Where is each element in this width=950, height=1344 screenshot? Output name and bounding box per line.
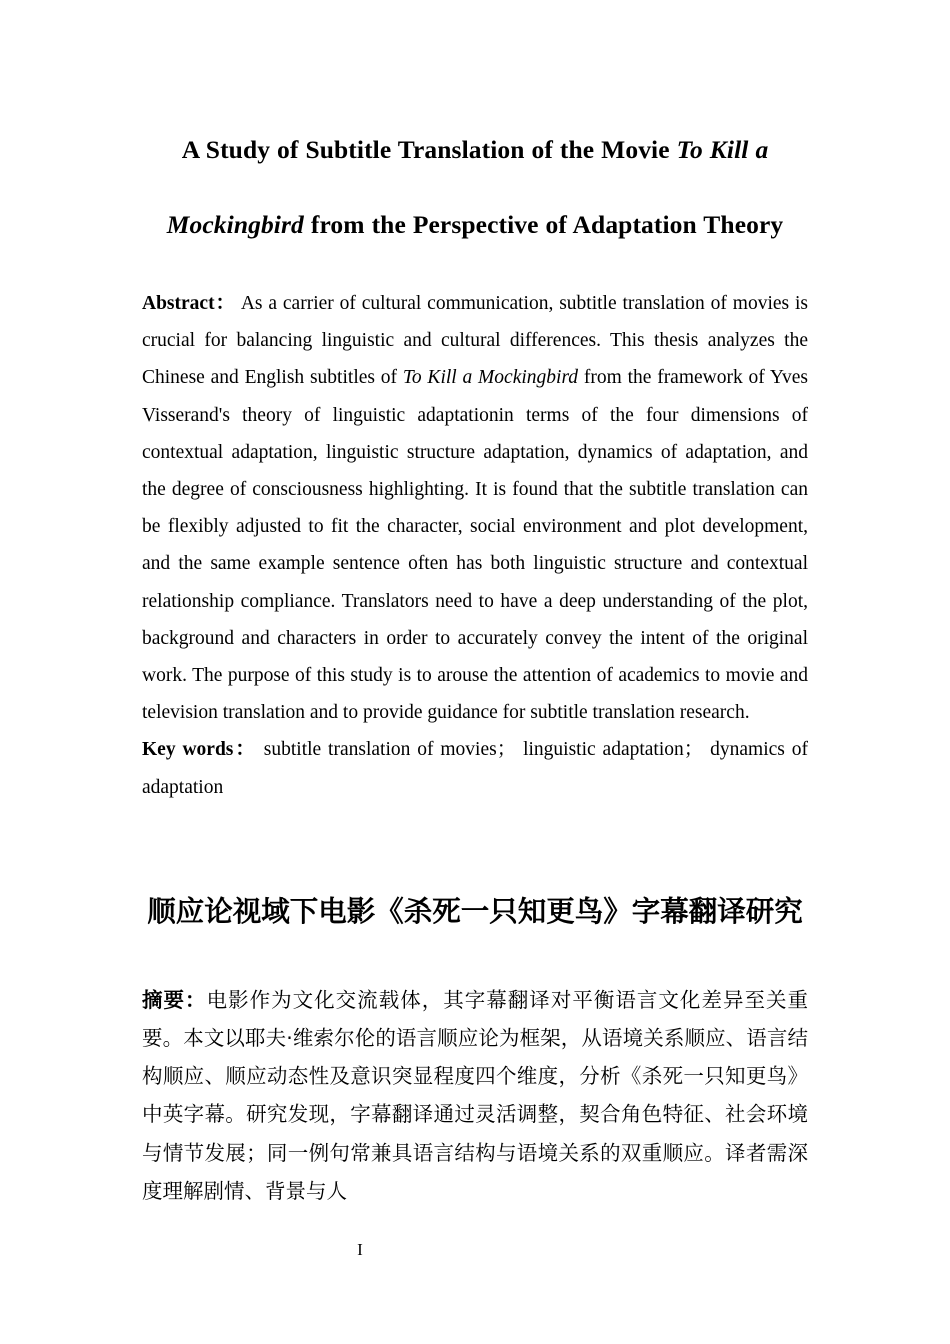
chinese-abstract-text: 电影作为文化交流载体，其字幕翻译对平衡语言文化差异至关重要。本文以耶夫·维索尔伦的语言顺应论为框架，从语境关系顺应、语言结构顺应、顺应动态性及意识突显程度四个维度，分析《杀死一只知更鸟》中英字幕。研究发现，字幕翻译通过灵活调整，契合角色特征、社会环境与情节发展；同一例句常兼具语言结构与语境关系的双重顺应。译者需深度理解剧情、背景与人 <box>142 987 809 1203</box>
english-keywords-paragraph <box>142 731 808 805</box>
page-number: I <box>357 1240 363 1259</box>
page-title-movie-name: To Kill a Mockingbird <box>166 135 769 239</box>
english-keywords-label: Key words： <box>142 739 257 761</box>
chinese-page-title: 顺应论视域下电影《杀死一只知更鸟》字幕翻译研究 <box>147 894 803 928</box>
page-content-column <box>142 0 808 1210</box>
page-title <box>142 0 808 262</box>
page-title-part-1: A Study of Subtitle Translation of the Movie <box>181 135 677 164</box>
english-abstract-text-before-title: As a carrier of cultural communication, subtitle translation of movies is crucial for balancing linguistic and cultural differences. This thesis analyzes the Chinese and English subtitles of <box>142 293 808 389</box>
chinese-abstract-paragraph <box>142 934 808 1210</box>
page-title-part-2: from the Perspective of Adaptation Theory <box>303 210 784 239</box>
english-abstract-movie-name: To Kill a Mockingbird <box>402 367 579 389</box>
english-abstract-paragraph <box>142 262 808 731</box>
english-abstract-text-after-title: from the framework of Yves Visserand's theory of linguistic adaptationin terms of the four dimensions of contextual adaptation, linguistic structure adaptation, dynamics of adaptation, and the degree of consciousness highlighting. It is found that the subtitle translation can be flexibly adjusted to fit the character, social environment and plot development, and the same example sentence often has both linguistic structure and contextual relationship compliance. Translators need to have a deep understanding of the plot, background and characters in order to accurately convey the intent of the original work. The purpose of this study is to arouse the attention of academics to movie and television translation and to provide guidance for subtitle translation research. <box>142 367 808 724</box>
chinese-abstract-label: 摘要： <box>142 987 207 1012</box>
english-abstract-label: Abstract： <box>142 293 237 314</box>
english-keywords-value: subtitle translation of movies； linguistic adaptation； dynamics of adaptation <box>142 739 808 798</box>
